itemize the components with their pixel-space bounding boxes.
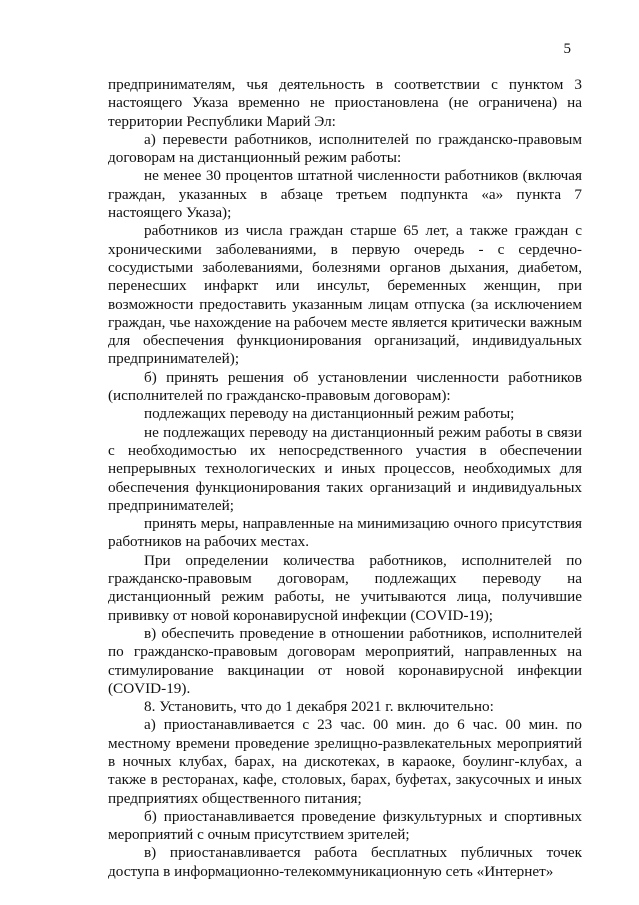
paragraph: в) обеспечить проведение в отношении работников, исполнителей по гражданско-правовым договорам мероприятий, направленных на стимулирование вакцинации от новой коронавирусной инфекции (COVID-19). (108, 624, 582, 697)
paragraph: а) перевести работников, исполнителей по гражданско-правовым договорам на дистанционный режим работы: (108, 130, 582, 167)
paragraph: 8. Установить, что до 1 декабря 2021 г. включительно: (144, 698, 494, 716)
paragraph: а) приостанавливается с 23 час. 00 мин. до 6 час. 00 мин. по местному времени проведение зрелищно-развлекательных мероприятий в ночных клубах, барах, на дискотеках, в караоке, боулинг-клубах, а также в ресторанах, кафе, столовых, барах, буфетах, закусочных и иных предприятиях общественного питания; (108, 716, 582, 807)
paragraph: предпринимателям, чья деятельность в соответствии с пунктом 3 настоящего Указа временно не приостановлена (не ограничена) на территории Республики Марий Эл: (108, 76, 582, 130)
paragraph: принять меры, направленные на минимизацию очного присутствия работников на рабочих местах. (108, 515, 582, 551)
paragraph: б) принять решения об установлении численности работников (исполнителей по гражданско-правовым договорам): (108, 368, 582, 405)
paragraph: подлежащих переводу на дистанционный режим работы; (144, 405, 515, 423)
page-number: 5 (563, 41, 571, 57)
paragraph: работников из числа граждан старше 65 лет, а также граждан с хроническими заболеваниями, в первую очередь - с сердечно-сосудистыми заболеваниями, болезнями органов дыхания, диабетом, перенесших инфаркт или инсульт, беременных женщин, при возможности предоставить указанным лицам отпуска (за исключением граждан, чье нахождение на рабочем месте является критически важным для обеспечения функционирования организаций, индивидуальных предпринимателей); (108, 222, 582, 368)
paragraph: не подлежащих переводу на дистанционный режим работы в связи с необходимостью их непосредственного участия в обеспечении непрерывных технологических и иных процессов, необходимых для обеспечения функционирования таких организаций и индивидуальных предпринимателей; (108, 423, 582, 514)
paragraph: б) приостанавливается проведение физкультурных и спортивных мероприятий с очным присутствием зрителей; (108, 807, 582, 844)
paragraph: не менее 30 процентов штатной численности работников (включая граждан, указанных в абзаце третьем подпункта «а» пункта 7 настоящего Указа); (108, 167, 582, 222)
paragraph: При определении количества работников, исполнителей по гражданско-правовым договорам, подлежащих переводу на дистанционный режим работы, не учитываются лица, получившие прививку от новой коронавирусной инфекции (COVID-19); (108, 551, 582, 624)
paragraph: в) приостанавливается работа бесплатных публичных точек доступа в информационно-телекоммуникационную сеть «Интернет» (108, 844, 582, 880)
document-body (108, 76, 582, 881)
